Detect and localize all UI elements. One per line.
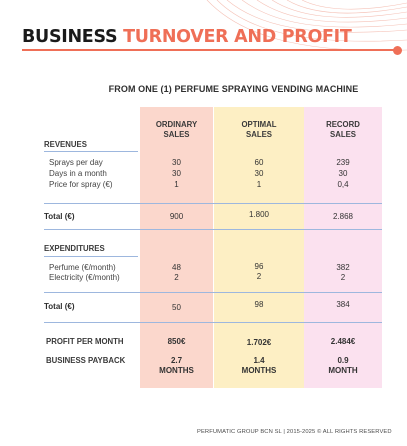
value-record-profit: 2.484€ xyxy=(330,337,356,346)
column-header-ordinary xyxy=(140,120,213,139)
section-heading-revenues: REVENUES xyxy=(44,140,87,149)
value-optimal-expenditure-total: 98 xyxy=(254,300,264,309)
page-title xyxy=(22,27,352,47)
section-heading-expenditures: EXPENDITURES xyxy=(44,244,105,253)
row-label-profit-per-month: PROFIT PER MONTH xyxy=(46,337,124,346)
value-ordinary-revenue-total: 900 xyxy=(169,212,184,221)
column-header-optimal xyxy=(214,120,304,139)
payback-unit: MONTHS xyxy=(241,365,277,375)
value-ordinary-electricity: 2 xyxy=(174,273,179,282)
row-label-perfume: Perfume (€/month) xyxy=(49,263,116,272)
row-label-days-in-month: Days in a month xyxy=(49,169,107,178)
value-record-electricity: 2 xyxy=(340,273,346,282)
value-ordinary-profit: 850€ xyxy=(167,337,186,346)
divider xyxy=(44,229,382,230)
value-optimal-payback xyxy=(214,356,304,375)
value-optimal-perfume: 96 xyxy=(254,262,264,271)
value-record-days: 30 xyxy=(338,169,348,178)
value-ordinary-days: 30 xyxy=(172,169,181,178)
value-record-sprays: 239 xyxy=(336,158,350,167)
row-label-business-payback: BUSINESS PAYBACK xyxy=(46,356,126,365)
table-subtitle: FROM ONE (1) PERFUME SPRAYING VENDING MACHINE xyxy=(108,84,359,94)
footer-copyright: PERFUMATIC GROUP BCN SL | 2015-2025 © ALL RIGHTS RESERVED xyxy=(197,429,392,435)
value-record-price: 0,4 xyxy=(337,180,349,189)
divider xyxy=(44,292,382,293)
value-optimal-revenue-total: 1.800 xyxy=(248,210,270,219)
column-header-line: SALES xyxy=(246,129,272,139)
row-label-price-per-spray: Price for spray (€) xyxy=(49,180,113,189)
value-optimal-sprays: 60 xyxy=(254,158,264,167)
title-underline-dot xyxy=(393,46,402,55)
column-header-line: ORDINARY xyxy=(155,120,198,129)
value-record-expenditure-total: 384 xyxy=(336,300,350,309)
divider xyxy=(44,203,382,204)
payback-unit: MONTHS xyxy=(159,365,194,375)
column-header-line: RECORD xyxy=(326,120,360,129)
payback-number: 0.9 xyxy=(337,356,349,365)
column-header-line: OPTIMAL xyxy=(241,120,277,129)
value-record-revenue-total: 2.868 xyxy=(332,212,354,221)
divider xyxy=(44,256,138,257)
payback-unit: MONTH xyxy=(328,365,358,375)
value-ordinary-sprays: 30 xyxy=(172,158,181,167)
column-header-line: SALES xyxy=(330,129,356,139)
value-optimal-days: 30 xyxy=(254,169,264,178)
title-part-turnover: TURNOVER AND PROFIT xyxy=(123,27,352,47)
payback-number: 1.4 xyxy=(253,356,265,365)
column-header-record xyxy=(304,120,382,139)
title-underline xyxy=(22,49,400,51)
value-ordinary-perfume: 48 xyxy=(172,263,181,272)
column-header-line: SALES xyxy=(163,129,190,139)
row-label-expenditure-total: Total (€) xyxy=(44,302,75,311)
row-label-revenue-total: Total (€) xyxy=(44,212,75,221)
row-label-sprays-per-day: Sprays per day xyxy=(49,158,103,167)
payback-number: 2.7 xyxy=(170,356,183,365)
value-ordinary-payback xyxy=(140,356,213,375)
value-optimal-profit: 1.702€ xyxy=(246,338,272,347)
value-ordinary-expenditure-total: 50 xyxy=(172,303,181,312)
title-part-business: BUSINESS xyxy=(22,27,118,47)
value-record-perfume: 382 xyxy=(336,263,350,272)
value-optimal-price: 1 xyxy=(256,180,262,189)
divider xyxy=(44,322,382,323)
divider xyxy=(44,151,138,152)
value-ordinary-price: 1 xyxy=(174,180,179,189)
row-label-electricity: Electricity (€/month) xyxy=(49,273,120,282)
value-optimal-electricity: 2 xyxy=(256,272,262,281)
value-record-payback xyxy=(304,356,382,375)
